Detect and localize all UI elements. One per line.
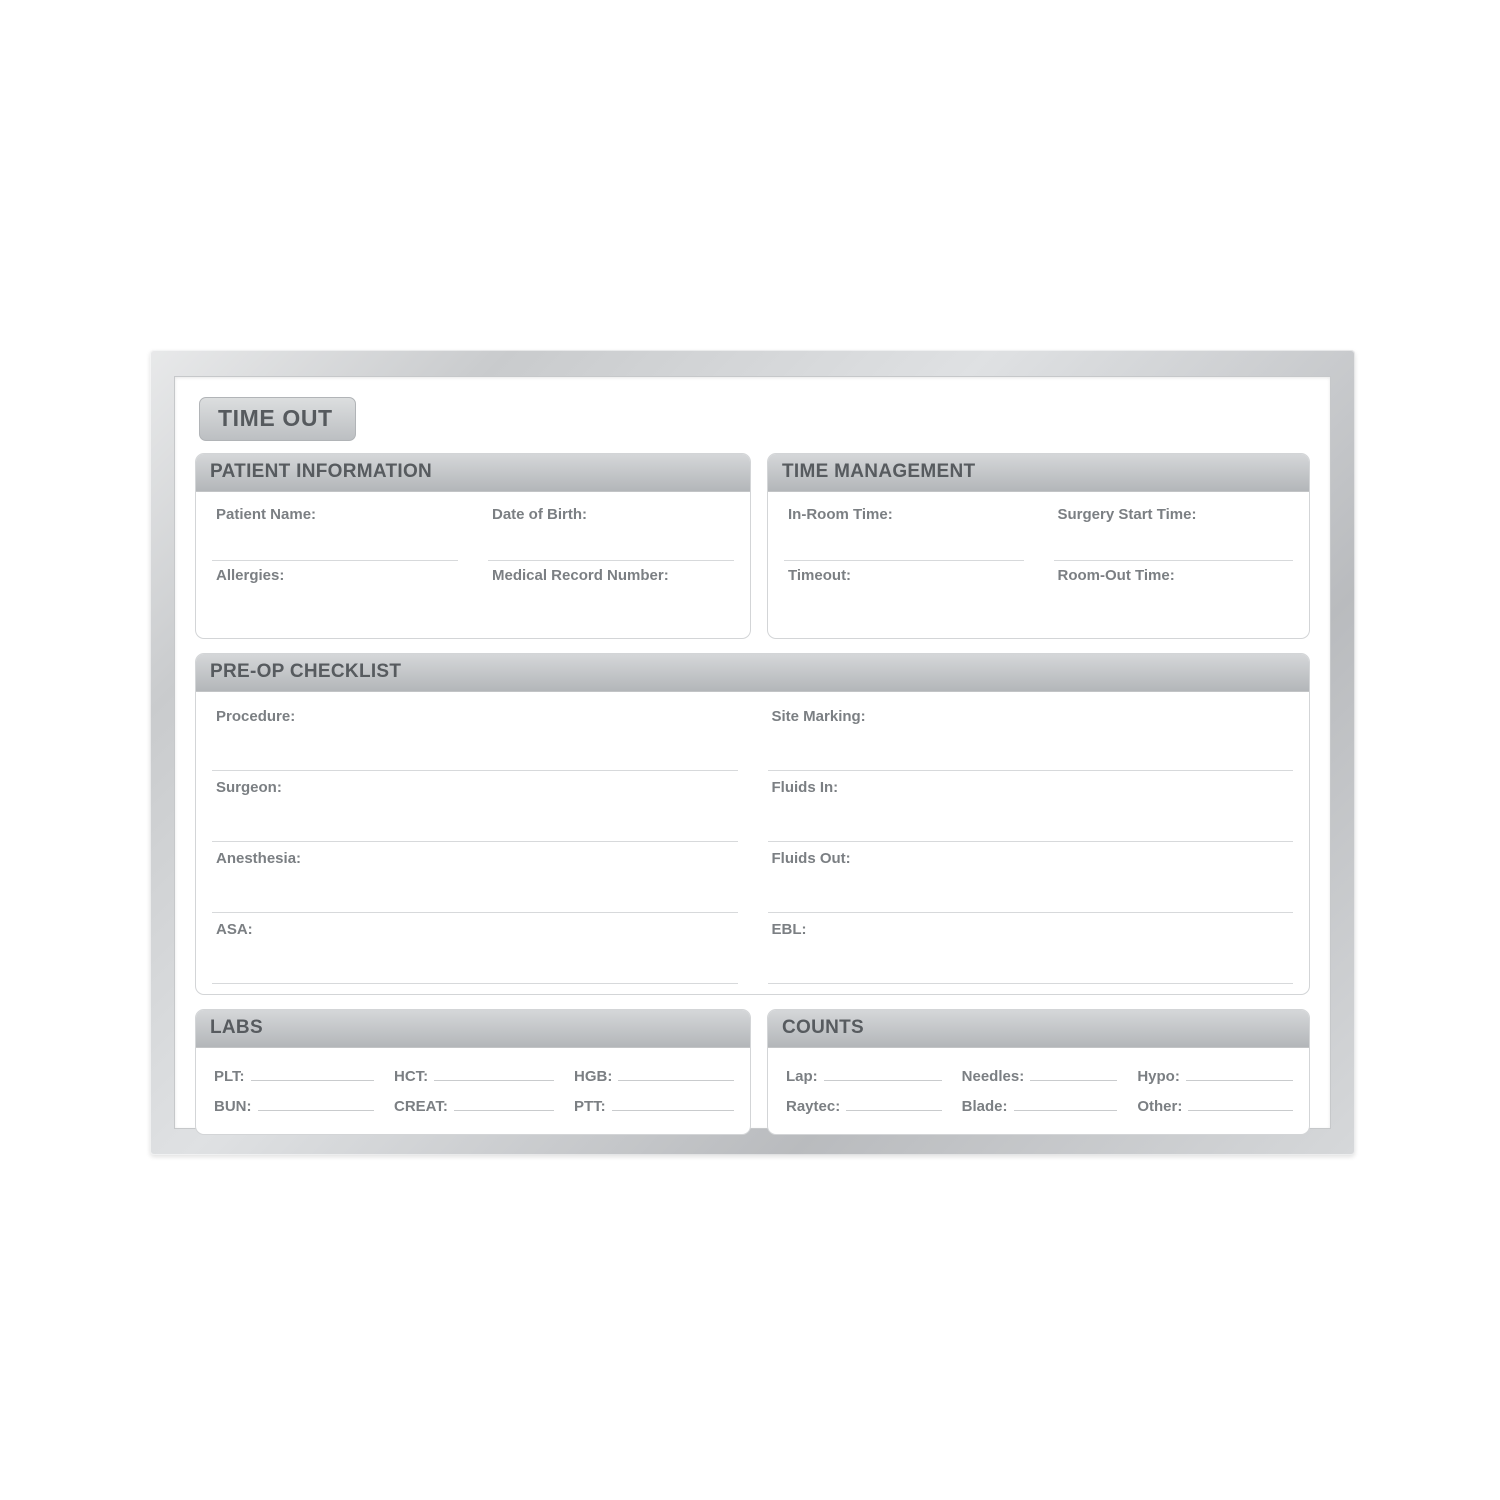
write-line[interactable] (1054, 584, 1294, 628)
field-surgeon[interactable] (208, 771, 742, 842)
write-line[interactable] (1030, 1067, 1117, 1081)
labs-heading: LABS (196, 1010, 750, 1048)
field-label: Hypo: (1137, 1068, 1180, 1085)
field-room-out-time[interactable] (1050, 561, 1298, 628)
field-label: Site Marking: (771, 708, 866, 725)
panel-pre-op-checklist (195, 653, 1310, 995)
field-label: Surgeon: (216, 779, 282, 796)
patient-information-body (196, 492, 750, 638)
counts-body (768, 1048, 1309, 1134)
bottom-panel-row (195, 1009, 1310, 1135)
write-line[interactable] (618, 1067, 734, 1081)
counts-fields (780, 1056, 1297, 1124)
field-blade[interactable] (958, 1092, 1120, 1120)
patient-information-heading: PATIENT INFORMATION (196, 454, 750, 492)
field-patient-name[interactable] (208, 500, 462, 561)
write-line[interactable] (1054, 523, 1294, 561)
field-label: Lap: (786, 1068, 818, 1085)
field-label: Anesthesia: (216, 850, 302, 867)
field-hypo[interactable] (1133, 1062, 1295, 1090)
labs-column (195, 1009, 751, 1135)
write-line[interactable] (612, 1097, 734, 1111)
field-ebl[interactable] (764, 913, 1298, 984)
write-line[interactable] (258, 1097, 375, 1111)
write-line[interactable] (454, 1097, 554, 1111)
field-label: PLT: (214, 1068, 245, 1085)
counts-heading: COUNTS (768, 1010, 1309, 1048)
field-creat[interactable] (390, 1092, 556, 1120)
field-procedure[interactable] (208, 700, 742, 771)
counts-column (767, 1009, 1310, 1135)
write-line[interactable] (251, 1067, 374, 1081)
field-label: PTT: (574, 1098, 606, 1115)
field-in-room-time[interactable] (780, 500, 1028, 561)
write-line[interactable] (488, 523, 734, 561)
panel-labs (195, 1009, 751, 1135)
field-bun[interactable] (210, 1092, 376, 1120)
field-label: Needles: (961, 1068, 1025, 1085)
write-line[interactable] (824, 1067, 942, 1081)
write-line[interactable] (784, 584, 1024, 628)
field-label: Patient Name: (216, 506, 317, 523)
write-line[interactable] (768, 867, 1294, 913)
field-label: Fluids Out: (771, 850, 851, 867)
write-line[interactable] (768, 796, 1294, 842)
write-line[interactable] (1014, 1097, 1118, 1111)
patient-information-column (195, 453, 751, 639)
field-label: ASA: (216, 921, 253, 938)
pre-op-row (195, 653, 1310, 995)
field-label: Procedure: (216, 708, 296, 725)
field-label: CREAT: (394, 1098, 448, 1115)
field-label: In-Room Time: (788, 506, 893, 523)
panel-patient-information (195, 453, 751, 639)
field-label: Fluids In: (771, 779, 839, 796)
write-line[interactable] (784, 523, 1024, 561)
pre-op-checklist-heading: PRE-OP CHECKLIST (196, 654, 1309, 692)
write-line[interactable] (212, 796, 738, 842)
field-label: Room-Out Time: (1057, 567, 1175, 584)
write-line[interactable] (212, 867, 738, 913)
field-label: Date of Birth: (492, 506, 587, 523)
field-surgery-start-time[interactable] (1050, 500, 1298, 561)
field-label: Allergies: (216, 567, 285, 584)
pre-op-checklist-fields (208, 700, 1297, 984)
time-management-column (767, 453, 1310, 639)
panel-time-management (767, 453, 1310, 639)
field-other[interactable] (1133, 1092, 1295, 1120)
pre-op-checklist-body (196, 692, 1309, 994)
field-allergies[interactable] (208, 561, 462, 628)
field-needles[interactable] (958, 1062, 1120, 1090)
field-hgb[interactable] (570, 1062, 736, 1090)
field-label: HCT: (394, 1068, 429, 1085)
labs-fields (208, 1056, 738, 1124)
field-date-of-birth[interactable] (484, 500, 738, 561)
field-timeout[interactable] (780, 561, 1028, 628)
time-management-fields (780, 500, 1297, 628)
write-line[interactable] (212, 938, 738, 984)
write-line[interactable] (212, 725, 738, 771)
field-label: Blade: (961, 1098, 1008, 1115)
page-title: TIME OUT (199, 397, 356, 441)
write-line[interactable] (212, 523, 458, 561)
write-line[interactable] (212, 584, 458, 628)
field-label: Medical Record Number: (492, 567, 669, 584)
field-label: EBL: (771, 921, 807, 938)
whiteboard-surface (174, 376, 1331, 1129)
field-hct[interactable] (390, 1062, 556, 1090)
field-asa[interactable] (208, 913, 742, 984)
field-fluids-in[interactable] (764, 771, 1298, 842)
write-line[interactable] (768, 725, 1294, 771)
whiteboard-frame (150, 350, 1355, 1155)
field-ptt[interactable] (570, 1092, 736, 1120)
field-anesthesia[interactable] (208, 842, 742, 913)
field-label: Raytec: (786, 1098, 841, 1115)
field-label: BUN: (214, 1098, 252, 1115)
field-raytec[interactable] (782, 1092, 944, 1120)
time-management-body (768, 492, 1309, 638)
field-label: Other: (1137, 1098, 1183, 1115)
labs-body (196, 1048, 750, 1134)
field-fluids-out[interactable] (764, 842, 1298, 913)
write-line[interactable] (488, 584, 734, 628)
field-plt[interactable] (210, 1062, 376, 1090)
write-line[interactable] (1188, 1097, 1293, 1111)
write-line[interactable] (846, 1097, 941, 1111)
field-label: HGB: (574, 1068, 613, 1085)
time-management-heading: TIME MANAGEMENT (768, 454, 1309, 492)
field-medical-record-number[interactable] (484, 561, 738, 628)
panel-counts (767, 1009, 1310, 1135)
top-panel-row (195, 453, 1310, 639)
field-lap[interactable] (782, 1062, 944, 1090)
field-label: Surgery Start Time: (1057, 506, 1197, 523)
field-site-marking[interactable] (764, 700, 1298, 771)
field-label: Timeout: (788, 567, 852, 584)
patient-information-fields (208, 500, 738, 628)
write-line[interactable] (434, 1067, 554, 1081)
write-line[interactable] (1186, 1067, 1293, 1081)
write-line[interactable] (768, 938, 1294, 984)
